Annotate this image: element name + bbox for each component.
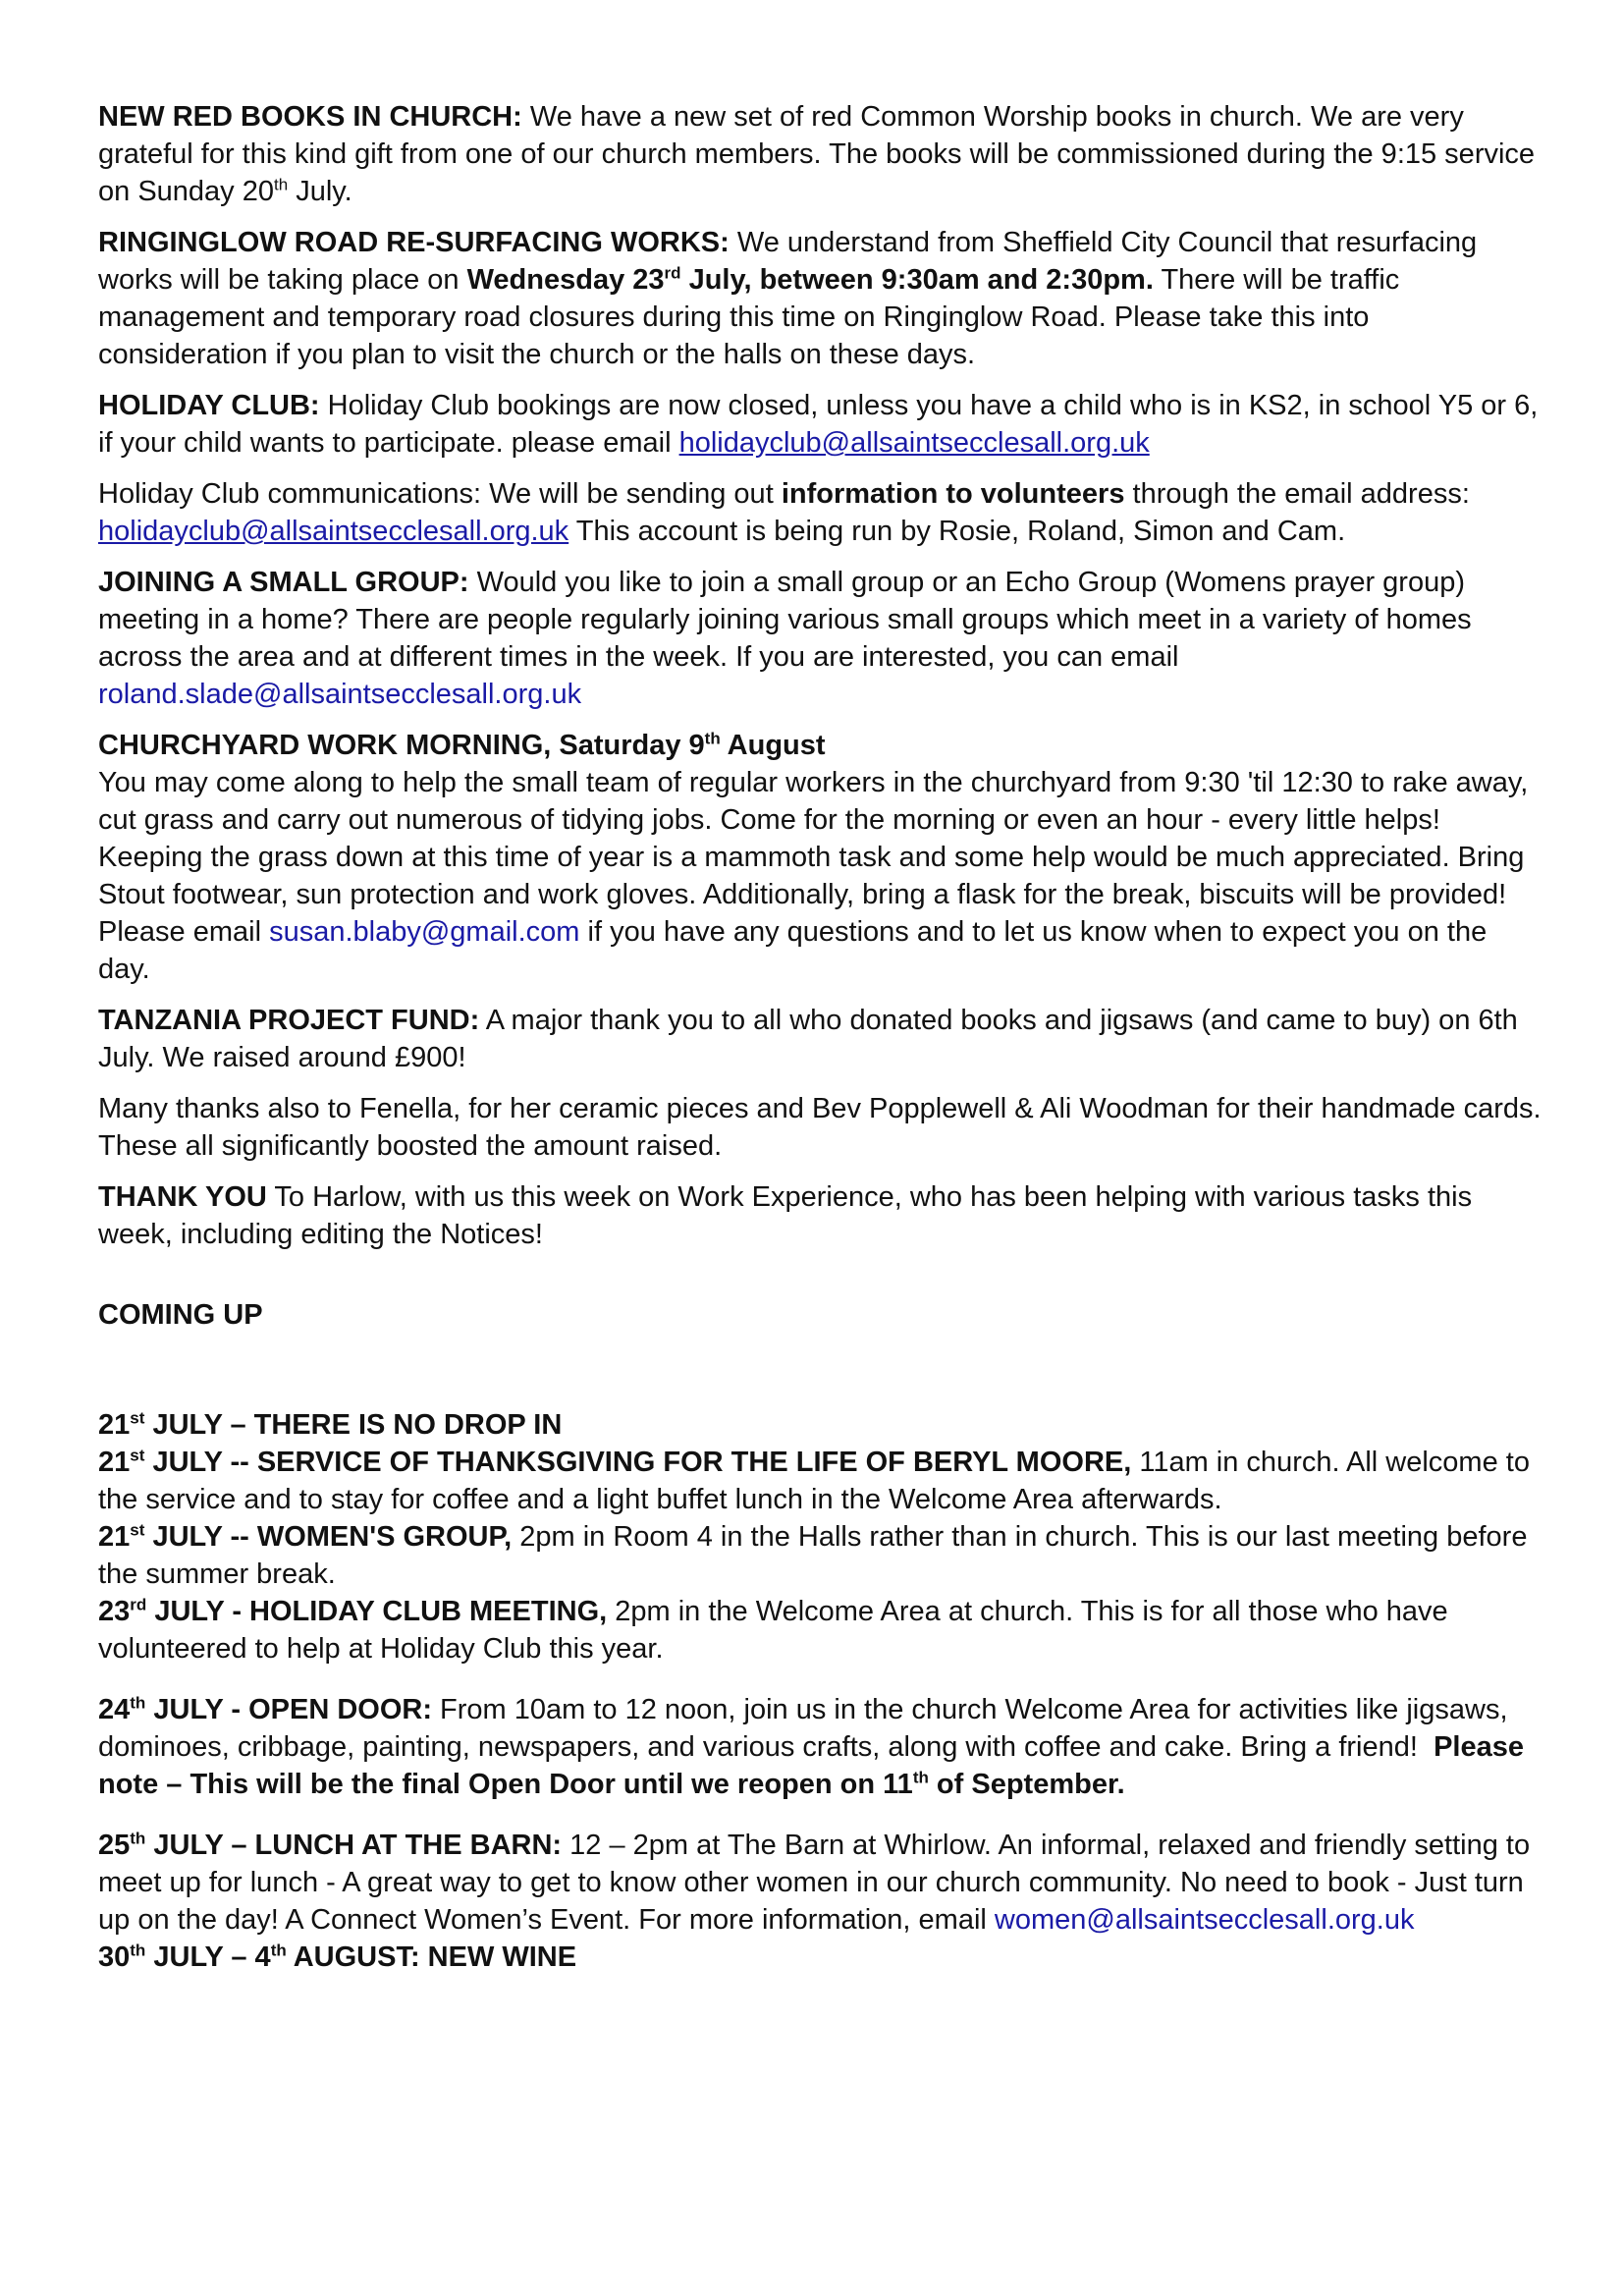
- event-day: 23: [98, 1596, 131, 1627]
- event-title: [98, 1941, 576, 1973]
- event-title-text: JULY – 4: [145, 1941, 271, 1973]
- event-title: [98, 1447, 1131, 1478]
- time-text: July, between 9:30am and 2:30pm.: [680, 264, 1154, 296]
- event-title-text: JULY - OPEN DOOR:: [145, 1694, 432, 1725]
- ordinal-suffix: st: [130, 1520, 145, 1540]
- ordinal-suffix: th: [273, 175, 289, 194]
- email-link[interactable]: women@allsaintsecclesall.org.uk: [994, 1904, 1415, 1936]
- notice-body: To Harlow, with us this week on Work Experience, who has been helping with various tasks this week, including editing the Notices!: [98, 1181, 1473, 1250]
- notice-body: Holiday Club communications: We will be sending out: [98, 478, 774, 510]
- event-title: [98, 1830, 562, 1861]
- ordinal-suffix: th: [704, 729, 721, 748]
- notice-body-tail: July.: [288, 176, 352, 207]
- event-item: [98, 1939, 1542, 1976]
- ordinal-suffix: th: [912, 1768, 929, 1787]
- notice-title: NEW RED BOOKS IN CHURCH:: [98, 101, 522, 133]
- notice-title: TANZANIA PROJECT FUND:: [98, 1005, 480, 1036]
- notice-body: Many thanks also to Fenella, for her ceramic pieces and Bev Popplewell & Ali Woodman for their handmade cards. These all significantly boosted the amount raised.: [98, 1093, 1542, 1162]
- notice-body-tail: This account is being run by Rosie, Roland, Simon and Cam.: [575, 516, 1346, 547]
- ordinal-suffix: rd: [130, 1595, 147, 1614]
- event-title: [98, 1521, 512, 1553]
- event-body: 11am in church. All welcome to the service and to stay for coffee and a light buffet lunch in the Welcome Area afterwards.: [98, 1447, 1530, 1515]
- notice-thank-you: [98, 1178, 1542, 1253]
- notice-title: [98, 730, 826, 761]
- event-item: [98, 1691, 1542, 1803]
- event-title-text: JULY – THERE IS NO DROP IN: [144, 1409, 563, 1441]
- notice-holiday-club: [98, 387, 1542, 462]
- event-day: 21: [98, 1409, 131, 1441]
- event-item: [98, 1406, 1542, 1444]
- notice-ringinglow: [98, 224, 1542, 373]
- notice-body: Holiday Club bookings are now closed, unless you have a child who is in KS2, in school Y5 or 6, if your child wants to participate. please email: [98, 390, 1539, 459]
- notice-body: We have a new set of red Common Worship books in church. We are very grateful for this kind gift from one of our church members. The books will be commissioned during the 9:15 service on Sunday 20: [98, 101, 1536, 207]
- note-tail: of September.: [928, 1769, 1125, 1800]
- date-text: Wednesday 23: [466, 264, 665, 296]
- notice-body: We understand from Sheffield City Council that resurfacing works will be taking place on: [98, 227, 1478, 296]
- coming-up-heading: [98, 1296, 1542, 1334]
- notice-date: [467, 264, 1154, 296]
- notice-small-group: [98, 564, 1542, 713]
- ordinal-suffix: st: [130, 1446, 145, 1465]
- notices-page: [98, 98, 1542, 1976]
- event-body: 2pm in the Welcome Area at church. This is for all those who have volunteered to help at Holiday Club this year.: [98, 1596, 1448, 1665]
- event-title: [98, 1409, 562, 1441]
- event-body: From 10am to 12 noon, join us in the church Welcome Area for activities like jigsaws, dominoes, cribbage, painting, newspapers, and various crafts, along with coffee and cake. Bring a friend!: [98, 1694, 1508, 1763]
- note-text: Please note – This will be the final Open Door until we reopen on 11: [98, 1731, 1524, 1800]
- notice-body: Would you like to join a small group or an Echo Group (Womens prayer group) meeting in a home? There are people regularly joining various small groups which meet in a variety of homes across the area and at different times in the week. If you are interested, you can email: [98, 567, 1472, 673]
- ordinal-suffix: rd: [664, 263, 681, 283]
- event-item: [98, 1827, 1542, 1939]
- notice-holiday-comms: [98, 475, 1542, 550]
- event-day: 25: [98, 1830, 131, 1861]
- event-title-tail: AUGUST: NEW WINE: [286, 1941, 577, 1973]
- notice-body: You may come along to help the small team of regular workers in the churchyard from 9:30 'til 12:30 to rake away, cut grass and carry out numerous of tidying jobs. Come for the morning or even an hour - every little helps! Keeping the grass down at this time of year is a mammoth task and some help would be much appreciated. Bring Stout footwear, sun protection and work gloves. Additionally, bring a flask for the break, biscuits will be provided! Please email: [98, 767, 1529, 948]
- notice-churchyard: [98, 727, 1542, 988]
- notice-body-tail: There will be traffic management and temporary road closures during this time on Ringinglow Road. Please take this into consideration if you plan to visit the church or the halls on these days.: [98, 264, 1400, 370]
- email-link[interactable]: roland.slade@allsaintsecclesall.org.uk: [98, 679, 582, 710]
- event-item: [98, 1593, 1542, 1667]
- notice-body: A major thank you to all who donated books and jigsaws (and came to buy) on 6th July. We raised around £900!: [98, 1005, 1518, 1073]
- event-title: [98, 1694, 432, 1725]
- event-title-text: JULY -- WOMEN'S GROUP,: [144, 1521, 513, 1553]
- notice-title: HOLIDAY CLUB:: [98, 390, 320, 421]
- event-day: 30: [98, 1941, 131, 1973]
- ordinal-suffix: st: [130, 1408, 145, 1428]
- event-day: 24: [98, 1694, 131, 1725]
- event-day: 21: [98, 1447, 131, 1478]
- title-tail: August: [720, 730, 826, 761]
- notice-body-mid: through the email address:: [1132, 478, 1470, 510]
- email-link[interactable]: holidayclub@allsaintsecclesall.org.uk: [98, 516, 569, 547]
- ordinal-suffix: th: [130, 1829, 146, 1848]
- event-title-text: JULY – LUNCH AT THE BARN:: [145, 1830, 563, 1861]
- title-text: CHURCHYARD WORK MORNING, Saturday 9: [98, 730, 705, 761]
- notice-tanzania: [98, 1002, 1542, 1076]
- section-heading: COMING UP: [98, 1299, 263, 1331]
- ordinal-suffix: th: [130, 1693, 146, 1713]
- event-body: 2pm in Room 4 in the Halls rather than in church. This is our last meeting before the summer break.: [98, 1521, 1528, 1590]
- event-day: 21: [98, 1521, 131, 1553]
- notice-body-tail: if you have any questions and to let us know when to expect you on the day.: [98, 916, 1488, 985]
- notice-title: THANK YOU: [98, 1181, 267, 1213]
- notice-thanks-fenella: [98, 1090, 1542, 1165]
- event-title-text: JULY - HOLIDAY CLUB MEETING,: [146, 1596, 608, 1627]
- notice-emphasis: information to volunteers: [781, 478, 1125, 510]
- notice-title: JOINING A SMALL GROUP:: [98, 567, 469, 598]
- notice-red-books: [98, 98, 1542, 210]
- event-body: 12 – 2pm at The Barn at Whirlow. An informal, relaxed and friendly setting to meet up for lunch - A great way to get to know other women in our church community. No need to book - Just turn up on the day! A Connect Women’s Event. For more information, email: [98, 1830, 1531, 1936]
- email-link[interactable]: susan.blaby@gmail.com: [269, 916, 580, 948]
- ordinal-suffix: th: [270, 1941, 287, 1960]
- ordinal-suffix: th: [130, 1941, 146, 1960]
- event-title: [98, 1596, 607, 1627]
- notice-title: RINGINGLOW ROAD RE-SURFACING WORKS:: [98, 227, 730, 258]
- email-link[interactable]: holidayclub@allsaintsecclesall.org.uk: [678, 427, 1150, 459]
- event-title-text: JULY -- SERVICE OF THANKSGIVING FOR THE LIFE OF BERYL MOORE,: [144, 1447, 1132, 1478]
- event-item: [98, 1444, 1542, 1518]
- event-item: [98, 1518, 1542, 1593]
